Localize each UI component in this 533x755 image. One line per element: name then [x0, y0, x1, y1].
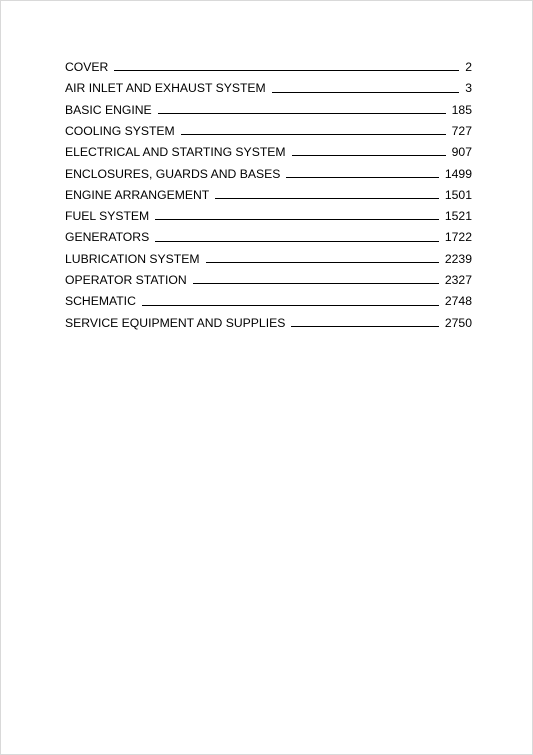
toc-leader-line	[155, 219, 439, 220]
toc-entry-schematic[interactable]	[65, 287, 472, 308]
toc-entry-page: 1722	[444, 230, 472, 245]
toc-entry-basic-engine[interactable]	[65, 96, 472, 117]
toc-entry-page: 727	[451, 123, 472, 138]
toc-entry-page: 2748	[444, 294, 472, 309]
toc-entry-title: ENGINE ARRANGEMENT	[65, 187, 210, 202]
toc-entry-page: 185	[451, 102, 472, 117]
toc-entry-air-inlet-and-exhaust-system[interactable]	[65, 74, 472, 95]
toc-entry-lubrication-system[interactable]	[65, 245, 472, 266]
toc-leader-line	[291, 326, 439, 327]
toc-entry-page: 1499	[444, 166, 472, 181]
toc-leader-line	[158, 113, 446, 114]
toc-entry-title: OPERATOR STATION	[65, 273, 187, 288]
toc-entry-title: ENCLOSURES, GUARDS AND BASES	[65, 166, 281, 181]
toc-entry-title: LUBRICATION SYSTEM	[65, 251, 200, 266]
toc-leader-line	[215, 198, 439, 199]
toc-leader-line	[272, 92, 460, 93]
toc-entry-title: AIR INLET AND EXHAUST SYSTEM	[65, 81, 266, 96]
toc-entry-page: 2	[465, 60, 472, 75]
toc-leader-line	[181, 134, 446, 135]
toc-leader-line	[193, 283, 439, 284]
toc-entry-page: 2327	[444, 273, 472, 288]
toc-entry-title: COVER	[65, 60, 109, 75]
toc-entry-title: SERVICE EQUIPMENT AND SUPPLIES	[65, 315, 286, 330]
toc-entry-cover[interactable]	[65, 53, 472, 74]
toc-entry-generators[interactable]	[65, 223, 472, 244]
toc-entry-title: BASIC ENGINE	[65, 102, 152, 117]
toc-entry-title: SCHEMATIC	[65, 294, 136, 309]
toc-leader-line	[155, 241, 439, 242]
toc-entry-page: 1521	[444, 209, 472, 224]
toc-entry-page: 1501	[444, 187, 472, 202]
toc-entry-page: 2239	[444, 251, 472, 266]
toc-entry-enclosures-guards-and-bases[interactable]	[65, 159, 472, 180]
toc-entry-title: FUEL SYSTEM	[65, 209, 150, 224]
toc-entry-title: GENERATORS	[65, 230, 150, 245]
toc-entry-page: 2750	[444, 315, 472, 330]
toc-entry-cooling-system[interactable]	[65, 117, 472, 138]
toc-entry-electrical-and-starting-system[interactable]	[65, 138, 472, 159]
toc-leader-line	[114, 70, 459, 71]
toc-entry-fuel-system[interactable]	[65, 202, 472, 223]
toc-leader-line	[292, 155, 446, 156]
table-of-contents	[65, 53, 472, 330]
toc-entry-title: COOLING SYSTEM	[65, 123, 175, 138]
toc-entry-service-equipment-and-supplies[interactable]	[65, 309, 472, 330]
toc-entry-page: 907	[451, 145, 472, 160]
toc-leader-line	[142, 305, 439, 306]
toc-entry-operator-station[interactable]	[65, 266, 472, 287]
toc-entry-page: 3	[465, 81, 472, 96]
toc-entry-engine-arrangement[interactable]	[65, 181, 472, 202]
toc-entry-title: ELECTRICAL AND STARTING SYSTEM	[65, 145, 286, 160]
toc-leader-line	[206, 262, 439, 263]
toc-leader-line	[286, 177, 439, 178]
